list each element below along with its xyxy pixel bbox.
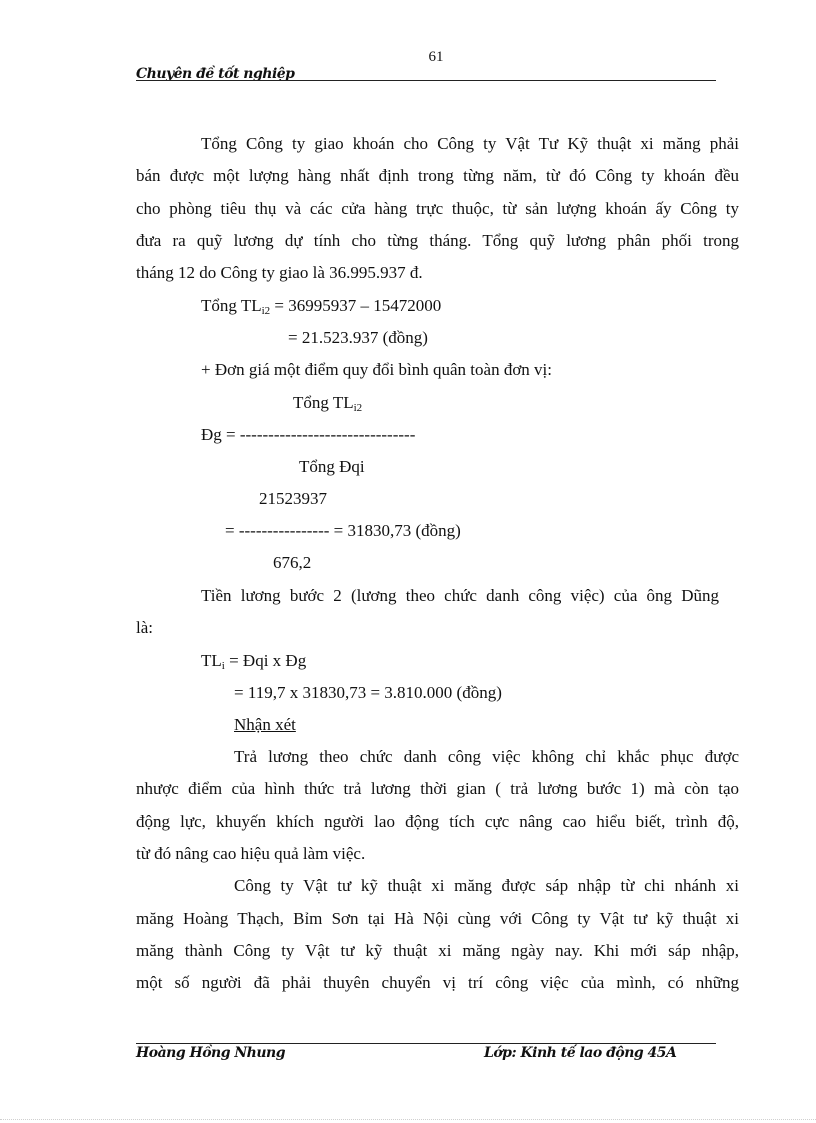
fraction2-denominator: 676,2 (273, 553, 312, 572)
page-number: 61 (428, 49, 444, 65)
footer-class: Lớp: Kinh tế lao động 45A (484, 1045, 677, 1061)
paragraph-line: tháng 12 do Công ty giao là 36.995.937 đ. (136, 263, 423, 282)
formula-result: = 119,7 x 31830,73 = 3.810.000 (đồng) (234, 683, 502, 702)
fraction-line: Đg = ------------------------------- (201, 425, 416, 444)
formula-expression: = Đqi x Đg (224, 651, 307, 670)
paragraph-line: Tiền lương bước 2 (lương theo chức danh công việc) của ông Dũng (201, 586, 719, 605)
paragraph-line: Tổng Công ty giao khoán cho Công ty Vật Tư Kỹ thuật xi măng phải (201, 134, 739, 153)
paragraph-line: là: (136, 618, 153, 637)
formula-expression: = 36995937 – 15472000 (270, 296, 442, 315)
paragraph-line: từ đó nâng cao hiệu quả làm việc. (136, 844, 366, 863)
formula-line (201, 296, 441, 316)
formula-subscript: i2 (261, 305, 271, 317)
formula-prefix: Tổng TL (201, 296, 262, 315)
remark-heading: Nhận xét (234, 715, 296, 734)
fraction-numerator (293, 393, 362, 413)
paragraph-line: một số người đã phải thuyên chuyển vị trí công việc của mình, có những (136, 973, 739, 992)
unit-price-heading: + Đơn giá một điểm quy đổi bình quân toàn đơn vị: (201, 360, 553, 379)
footer-author: Hoàng Hồng Nhung (136, 1045, 286, 1061)
paragraph-line: Công ty Vật tư kỹ thuật xi măng được sáp nhập từ chi nhánh xi (234, 876, 739, 895)
fraction-denominator: Tổng Đqi (299, 457, 365, 476)
paragraph-line: măng Hoàng Thạch, Bỉm Sơn tại Hà Nội cùng với Công ty Vật tư kỹ thuật xi (136, 909, 739, 928)
header-title: Chuyên đề tốt nghiệp (136, 66, 295, 82)
paragraph-line: măng thành Công ty Vật tư kỹ thuật xi măng ngày nay. Khi mới sáp nhập, (136, 941, 739, 960)
paragraph-line: cho phòng tiêu thụ và các cửa hàng trực thuộc, từ sản lượng khoán ấy Công ty (136, 199, 739, 218)
numerator-subscript: i2 (353, 402, 363, 414)
paragraph-line: nhược điểm của hình thức trả lương thời gian ( trả lương bước 1) mà còn tạo (136, 779, 739, 798)
fraction2-numerator: 21523937 (259, 489, 327, 508)
paragraph-line: bán được một lượng hàng nhất định trong từng năm, từ đó Công ty khoán đều (136, 166, 739, 185)
footer-rule (136, 1043, 716, 1044)
formula-result: = 21.523.937 (đồng) (288, 328, 428, 347)
formula-prefix: TL (201, 651, 222, 670)
formula-line (201, 651, 306, 671)
formula-subscript: i (221, 660, 225, 672)
paragraph-line: động lực, khuyến khích người lao động tích cực nâng cao hiểu biết, trình độ, (136, 812, 739, 831)
header-rule (136, 80, 716, 81)
numerator-prefix: Tổng TL (293, 393, 354, 412)
fraction2-line: = ---------------- = 31830,73 (đồng) (225, 521, 461, 540)
page-edge (0, 1119, 816, 1120)
paragraph-line: đưa ra quỹ lương dự tính cho từng tháng. Tổng quỹ lương phân phối trong (136, 231, 739, 250)
paragraph-line: Trả lương theo chức danh công việc không chỉ khắc phục được (234, 747, 739, 766)
